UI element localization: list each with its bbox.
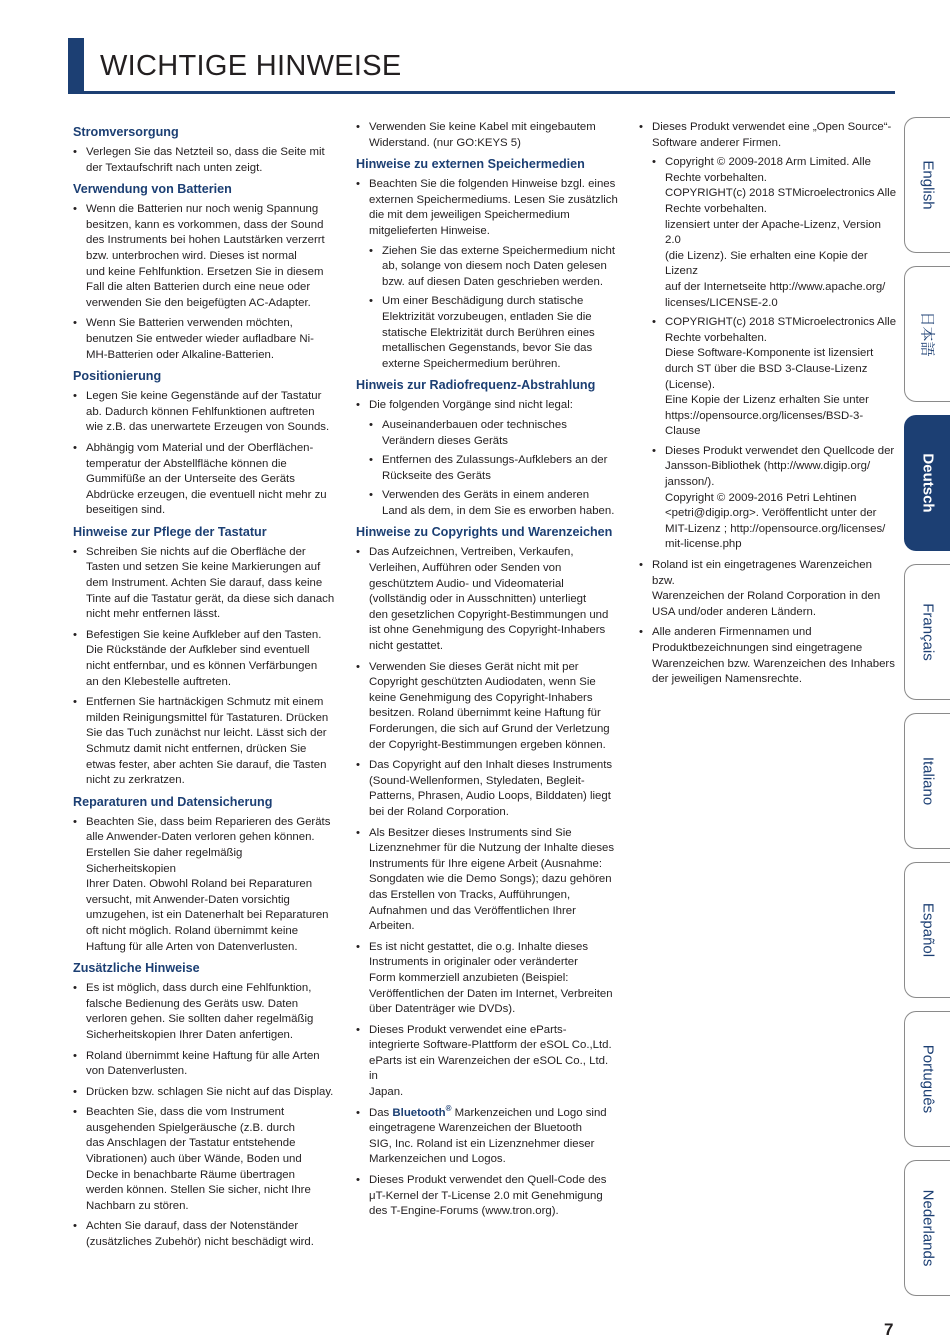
tab-english[interactable]: [904, 117, 950, 253]
list-item: [639, 625, 897, 687]
text-line: statische Elektrizität durch Berühren eines: [382, 326, 595, 339]
list-item: [356, 758, 619, 820]
text-line: externen Speichermediums. Lesen Sie zusätzlich: [369, 193, 618, 206]
list-item: [356, 177, 619, 372]
sub-bullet-list: [369, 244, 619, 373]
text-line: Rechte vorbehalten.: [665, 202, 767, 215]
text-line: dem Instrument. Achten Sie darauf, dass keine: [86, 577, 323, 590]
text-line: • Roland ist ein eingetragenes Warenzeichen bzw.: [652, 559, 872, 587]
section-stromversorgung: [73, 124, 335, 176]
column-left: [73, 120, 335, 1256]
tab-español[interactable]: [904, 862, 950, 998]
text-line: oft nicht möglich. Roland übernimmt keine: [86, 924, 299, 937]
text-line: Copyright geschützten Audiodaten, wenn Sie: [369, 676, 596, 689]
list-item-t-kernel: [356, 1173, 619, 1220]
text-line: Widerstand. (nur GO:KEYS 5): [369, 136, 521, 149]
bullet-list: [639, 120, 897, 553]
sub-bullet-list: [652, 155, 897, 553]
section-reparaturen: [73, 794, 335, 955]
list-item: [73, 628, 335, 690]
text-line: MIT-Lizenz ; http://opensource.org/licenses/: [665, 522, 886, 535]
text-line: SIG, Inc. Roland ist ein Lizenznehmer dieser: [369, 1137, 595, 1150]
text-line: • Drücken bzw. schlagen Sie nicht auf das Display.: [86, 1085, 334, 1098]
bluetooth-registered-mark: ®: [445, 1103, 452, 1113]
text-line: Markenzeichen und Logos.: [369, 1153, 506, 1166]
text-line: des Instruments bei hohen Lautstärken verzerrt: [86, 234, 325, 247]
section-heading: Hinweise zu Copyrights und Warenzeichen: [356, 525, 613, 540]
text-line: (License).: [665, 378, 716, 391]
text-line: • Verlegen Sie das Netzteil so, dass die Seite mit: [86, 146, 325, 158]
text-line: Rechte vorbehalten.: [665, 171, 767, 184]
bullet-list: [73, 981, 335, 1251]
text-line: den gesetzlichen Copyright-Bestimmungen und: [369, 608, 609, 621]
text-line: • COPYRIGHT(c) 2018 STMicroelectronics Alle: [665, 316, 897, 329]
text-line: Verändern dieses Geräts: [382, 434, 509, 447]
list-item: [73, 441, 335, 519]
page-number: 7: [884, 1320, 894, 1339]
text-line: • Wenn die Batterien nur noch wenig Spannung: [86, 203, 319, 216]
text-line: Erstellen Sie daher regelmäßig Sicherheitskopien: [86, 846, 243, 875]
text-line: Eine Kopie der Lizenz erhalten Sie unter: [665, 394, 869, 407]
bullet-list: [356, 120, 619, 151]
text-line: ab, solange von diesem noch Daten gelesen: [382, 260, 607, 273]
tab-label: Italiano: [919, 756, 936, 806]
list-item: [73, 545, 335, 623]
title-accent-bar: [68, 38, 84, 91]
text-line: Form kommerziell anzubieten (Beispiel:: [369, 971, 569, 984]
list-item: [73, 389, 335, 436]
text-line: • Ziehen Sie das externe Speichermedium nicht: [382, 244, 616, 257]
section-warenzeichen: [639, 558, 897, 688]
text-line: Tinte auf die Tastatur gerät, da diese sich danach: [86, 592, 335, 605]
section-copyrights: [356, 524, 619, 1219]
section-heading: Hinweis zur Radiofrequenz-Abstrahlung: [356, 378, 596, 393]
text-line: ausgehenden Spielgeräusche (z.B. durch: [86, 1121, 295, 1134]
bullet-list: [73, 202, 335, 363]
section-speichermedien: [356, 156, 619, 372]
text-line: umzugehen, ist ein Datenerhalt bei Reparaturen: [86, 909, 329, 922]
bullet-list: [73, 145, 335, 176]
text-line: lizensiert unter der Apache-Lizenz, Version 2.0: [665, 218, 881, 247]
text-line: Sicherheitskopien Ihrer Daten anfertigen.: [86, 1028, 294, 1041]
section-batterien: [73, 181, 335, 363]
text-line: • Copyright © 2009-2018 Arm Limited. Alle: [665, 156, 871, 169]
text-line: • Befestigen Sie keine Aufkleber auf den Tasten.: [86, 628, 322, 641]
tab-label: Deutsch: [919, 453, 936, 513]
tab-label: Français: [919, 603, 936, 661]
tab-nederlands[interactable]: [904, 1160, 950, 1296]
text-line: die mit dem jeweiligen Speichermedium: [369, 209, 570, 222]
text-line: • Verwenden Sie dieses Gerät nicht mit per: [369, 660, 579, 673]
text-line: des T-Engine-Forums (www.tron.org).: [369, 1205, 559, 1218]
sub-list-item: [652, 444, 897, 553]
page-header: [68, 38, 895, 94]
text-line: der Copyright-Bestimmungen ergeben können.: [369, 738, 606, 751]
text-line: Rechte vorbehalten.: [665, 331, 767, 344]
section-heading: Hinweise zur Pflege der Tastatur: [73, 524, 267, 539]
text-line: • Dieses Produkt verwendet den Quellcode der: [665, 444, 895, 457]
text-line: • Dieses Produkt verwendet eine eParts-: [369, 1023, 567, 1036]
text-line: Fall die alten Batterien durch eine neue oder: [86, 281, 311, 294]
text-line: Veröffentlichen der Daten im Internet, Verbreiten: [369, 987, 613, 1000]
text-line: mitgelieferten Hinweise.: [369, 224, 490, 237]
section-heading: Verwendung von Batterien: [73, 182, 232, 197]
section-positionierung: [73, 368, 335, 519]
text-line: das Erstellen von Tracks, Aufführungen,: [369, 888, 571, 901]
text-line: • Verwenden Sie keine Kabel mit eingebautem: [369, 121, 596, 133]
list-item: [356, 398, 619, 519]
list-item: [73, 316, 335, 363]
section-kabel: [356, 120, 619, 151]
text-line: eParts ist ein Warenzeichen der eSOL Co., Ltd. in: [369, 1054, 609, 1083]
text-line: und keine Fehlfunktion. Ersetzen Sie in diesem: [86, 265, 324, 278]
sub-list-item: [652, 315, 897, 440]
list-item: [73, 1049, 335, 1080]
list-item: [73, 145, 335, 176]
text-line: besitzen. Roland übernimmt keine Haftung für: [369, 707, 601, 720]
text-line: Software anderer Firmen.: [652, 136, 782, 149]
section-zusaetzliche-hinweise: [73, 960, 335, 1251]
text-line: • Die folgenden Vorgänge sind nicht legal:: [369, 399, 573, 412]
text-line: Verleihen, Aufführen oder Senden von: [369, 562, 562, 575]
text-line: • Verwenden des Geräts in einem anderen: [382, 489, 590, 502]
section-heading: Zusätzliche Hinweise: [73, 961, 200, 976]
tab-italiano[interactable]: [904, 713, 950, 849]
text-line: bei der Roland Corporation.: [369, 805, 509, 818]
list-item: [356, 120, 619, 151]
bullet-list: [73, 815, 335, 955]
page-title: WICHTIGE HINWEISE: [100, 50, 402, 82]
text-line: Diese Software-Komponente ist lizensiert: [665, 347, 874, 360]
text-line: falsche Bedienung des Geräts usw. Daten: [86, 997, 299, 1010]
text-line: integrierte Software-Plattform der eSOL Co.,Ltd.: [369, 1039, 612, 1052]
sub-list-item: [652, 155, 897, 311]
sub-list-item: [369, 488, 619, 519]
sub-list-item: [369, 294, 619, 372]
text-line: der Textaufschrift nach unten zeigt.: [86, 161, 263, 174]
text-line: Elektrizität vorzubeugen, entladen Sie die: [382, 310, 592, 323]
text-line: • Legen Sie keine Gegenstände auf der Tastatur: [86, 390, 322, 403]
list-item: [73, 202, 335, 311]
text-line: • Es ist möglich, dass durch eine Fehlfunktion,: [86, 982, 312, 995]
bullet-list: [73, 545, 335, 789]
text-line: Clause: [665, 425, 701, 438]
sub-list-item: [369, 244, 619, 291]
text-line: (Sound-Wellenformen, Styledaten, Begleit-: [369, 774, 585, 787]
text-line: Jansson-Bibliothek (http://www.digip.org/: [665, 460, 871, 473]
list-item: [73, 1105, 335, 1214]
text-line: Forderungen, die sich auf Grund der Verletzung: [369, 723, 610, 735]
bluetooth-text: [369, 1121, 619, 1168]
text-line: • Um einer Beschädigung durch statische: [382, 295, 584, 308]
sub-list-item: [369, 418, 619, 449]
text-line: • Es ist nicht gestattet, die o.g. Inhalte dieses: [369, 940, 589, 953]
text-line: der jeweiligen Namensrechte.: [652, 673, 803, 686]
bullet-list: [356, 398, 619, 519]
text-line: • Achten Sie darauf, dass der Notenständer: [86, 1220, 299, 1233]
text-line: nicht zu zerkratzen.: [86, 774, 185, 787]
text-line: alle Anwender-Daten verloren gehen können.: [86, 831, 315, 844]
tab-label: Nederlands: [919, 1189, 936, 1267]
column-middle: [356, 120, 619, 1225]
text-line: • Beachten Sie, dass die vom Instrument: [86, 1106, 285, 1119]
text-line: metallischen Gegenstands, bevor Sie das: [382, 342, 593, 355]
bullet-list: [639, 558, 897, 688]
text-line: • Dieses Produkt verwendet eine „Open Source“-: [652, 121, 892, 133]
text-line: Sie das Tuch zunächst nur leicht. Lässt sich der: [86, 727, 327, 740]
text-line: • Beachten Sie die folgenden Hinweise bzgl. eines: [369, 178, 616, 191]
text-line: Produktbezeichnungen sind eingetragene: [652, 642, 863, 654]
text-line: • Entfernen Sie hartnäckigen Schmutz mit einem: [86, 696, 324, 709]
text-line: • Entfernen des Zulassungs-Aufklebers an der: [382, 454, 608, 467]
text-line: Haftung für alle Arten von Datenverlusten.: [86, 940, 298, 953]
section-heading: Hinweise zu externen Speichermedien: [356, 157, 585, 172]
text-line: bzw. auf diesen Daten geschrieben werden.: [382, 275, 603, 288]
text-line: MH-Batterien oder Alkaline-Batterien.: [86, 348, 275, 361]
list-item: [73, 815, 335, 955]
bluetooth-prefix: Das: [369, 1106, 393, 1119]
section-heading: Positionierung: [73, 369, 162, 384]
bullet-list: [356, 545, 619, 1100]
list-item: [356, 1023, 619, 1101]
text-line: (vollständig oder in Ausschnitten) unterliegt: [369, 593, 587, 606]
text-line: • Das Copyright auf den Inhalt dieses Instruments: [369, 759, 613, 772]
text-line: externe Speichermedium berühren.: [382, 357, 561, 370]
bluetooth-brand: Bluetooth: [392, 1106, 446, 1119]
sub-list-item: [369, 453, 619, 484]
text-line: geschütztem Audio- und Videomaterial: [369, 577, 564, 590]
t-kernel-text: [369, 1173, 619, 1220]
text-line: https://opensource.org/licenses/BSD-3-: [665, 409, 864, 422]
tab-label: Português: [919, 1044, 936, 1114]
sub-bullet-list: [369, 418, 619, 520]
list-item: [356, 660, 619, 754]
tab-label: Español: [919, 902, 936, 958]
text-line: licenses/LICENSE-2.0: [665, 296, 778, 309]
text-line: Lizenznehmer für die Nutzung der Inhalte dieses: [369, 842, 615, 855]
text-line: bzw. unterbrochen wird. Dieses ist normal: [86, 249, 297, 262]
text-line: ab. Dadurch können Fehlfunktionen auftreten: [86, 405, 315, 418]
text-line: werden können. Stellen Sie sicher, nicht Ihre: [86, 1184, 311, 1197]
text-line: jansson/).: [665, 476, 715, 489]
list-item-bluetooth: [356, 1103, 619, 1168]
text-line: von Datenverlusten.: [86, 1065, 188, 1078]
bullet-list: [356, 177, 619, 372]
text-line: Warenzeichen bzw. Warenzeichen des Inhabers: [652, 657, 895, 670]
list-item: [73, 981, 335, 1043]
tab-português[interactable]: [904, 1011, 950, 1147]
text-line: Instruments in originaler oder veränderter: [369, 956, 578, 969]
section-open-source: [639, 120, 897, 553]
text-line: an den Klebestelle auftreten.: [86, 675, 232, 688]
text-line: Arbeiten.: [369, 920, 415, 933]
text-line: nicht entfernbar, und es können Verfärbungen: [86, 660, 318, 673]
list-item: [356, 940, 619, 1018]
text-line: über Datenträger wie DVDs).: [369, 1003, 516, 1016]
copyrights-list: [356, 524, 619, 1100]
text-line: verwenden Sie den beigefügten AC-Adapter.: [86, 296, 311, 309]
list-item: [73, 1085, 335, 1101]
text-line: benutzen Sie entweder wieder aufladbare Ni-: [86, 332, 314, 345]
text-line: • Als Besitzer dieses Instruments sind Sie: [369, 826, 572, 839]
text-line: Copyright © 2009-2016 Petri Lehtinen: [665, 491, 857, 504]
tab-日本語[interactable]: [904, 266, 950, 402]
text-line: milden Reinigungsmittel für Tastaturen. Drücken: [86, 711, 329, 724]
text-line: • Schreiben Sie nichts auf die Oberfläche der: [86, 545, 306, 558]
tab-label: English: [919, 160, 936, 210]
bluetooth-line-rest: Markenzeichen und Logo sind: [451, 1106, 607, 1119]
section-heading: Reparaturen und Datensicherung: [73, 794, 273, 809]
text-line: Warenzeichen der Roland Corporation in den: [652, 590, 881, 603]
text-line: besitzen, kann es vorkommen, dass der Sound: [86, 218, 324, 231]
text-line: etwas fester, aber achten Sie darauf, die Tasten: [86, 758, 327, 771]
section-pflege-tastatur: [73, 524, 335, 789]
list-item: [356, 545, 619, 654]
text-line: Ihrer Daten. Obwohl Roland bei Reparaturen: [86, 878, 313, 891]
list-item: [639, 120, 897, 553]
text-line: • Dieses Produkt verwendet den Quell-Code des: [369, 1174, 607, 1187]
text-line: • Abhängig vom Material und der Oberflächen-: [86, 441, 314, 454]
text-line: auf der Internetseite http://www.apache.org/: [665, 280, 886, 293]
text-line: • Beachten Sie, dass beim Reparieren des Geräts: [86, 815, 331, 828]
text-line: Decke in benachbarte Räume übertragen: [86, 1168, 295, 1181]
text-line: Songdaten wie die Demo Songs); dazu gehören: [369, 873, 612, 886]
text-line: keine Genehmigung des Copyright-Inhabers: [369, 691, 593, 704]
text-line: COPYRIGHT(c) 2018 STMicroelectronics Alle: [665, 187, 897, 200]
section-heading: Stromversorgung: [73, 125, 179, 139]
text-line: Die Rückstände der Aufkleber sind eventuell: [86, 644, 310, 657]
text-line: • Auseinanderbauen oder technisches: [382, 418, 567, 431]
text-line: eingetragene Warenzeichen der Bluetooth: [369, 1122, 582, 1135]
list-item: [73, 695, 335, 789]
text-line: wie z.B. das unerwartete Erzeugen von Sounds.: [86, 421, 330, 434]
column-right: [639, 120, 897, 693]
text-line: nicht mehr entfernen lässt.: [86, 608, 221, 621]
text-line: (zusätzliches Zubehör) nicht beschädigt wird.: [86, 1236, 314, 1249]
text-line: ist ohne Genehmigung des Copyright-Inhabers: [369, 624, 606, 637]
text-line: Aufnahmen und das Veröffentlichen Ihrer: [369, 904, 576, 917]
text-line: Schmutz damit nicht entfernen, drücken Sie: [86, 743, 307, 755]
text-line: Rückseite des Geräts: [382, 469, 491, 482]
text-line: beseitigen sind.: [86, 504, 166, 517]
text-line: USA und/oder anderen Ländern.: [652, 605, 817, 618]
bullet-list: [73, 389, 335, 519]
tab-label: 日本語: [918, 311, 935, 357]
text-line: Patterns, Phrasen, Audio Loops, Bilddaten) liegt: [369, 790, 611, 803]
text-line: temperatur der Abstellfläche können die: [86, 457, 287, 470]
tab-français[interactable]: [904, 564, 950, 700]
text-line: Japan.: [369, 1086, 404, 1099]
list-item: [356, 826, 619, 935]
text-line: • Wenn Sie Batterien verwenden möchten,: [86, 317, 293, 330]
text-line: Nachbarn zu stören.: [86, 1199, 189, 1212]
text-line: nicht gestattet.: [369, 640, 444, 653]
section-radiofrequenz: [356, 377, 619, 519]
tab-deutsch[interactable]: [904, 415, 950, 551]
text-line: Tasten und setzen Sie keine Markierungen auf: [86, 561, 321, 574]
text-line: versucht, mit Anwender-Daten vorsichtig: [86, 893, 290, 906]
text-line: (die Lizenz). Sie erhalten eine Kopie der Lizenz: [665, 249, 868, 278]
text-line: mit-license.php: [665, 538, 742, 551]
text-line: • Roland übernimmt keine Haftung für alle Arten: [86, 1049, 320, 1062]
text-line: Land als dem, in dem Sie es erworben haben.: [382, 504, 615, 517]
text-line: Vibrationen) auch über Wände, Boden und: [86, 1153, 302, 1166]
text-line: das Anschlagen der Tastatur entstehende: [86, 1137, 296, 1150]
text-line: • Alle anderen Firmennamen und: [652, 626, 812, 639]
text-line: • Das Aufzeichnen, Vertreiben, Verkaufen,: [369, 546, 574, 559]
list-item: [639, 558, 897, 620]
text-line: Abdrücke erzeugen, die eventuell nicht mehr zu: [86, 488, 327, 501]
text-line: durch ST über die BSD 3-Clause-Lizenz: [665, 362, 868, 375]
list-item: [73, 1219, 335, 1250]
text-line: Instruments für Ihre eigene Arbeit (Ausnahme:: [369, 857, 602, 870]
text-line: Gummifüße an der Unterseite des Geräts: [86, 473, 295, 486]
text-line: <petri@digip.org>. Veröffentlicht unter der: [665, 507, 877, 520]
text-line: verloren gehen. Sie sollten daher regelmäßig: [86, 1013, 314, 1026]
text-line: μT-Kernel der T-License 2.0 mit Genehmigung: [369, 1189, 603, 1202]
